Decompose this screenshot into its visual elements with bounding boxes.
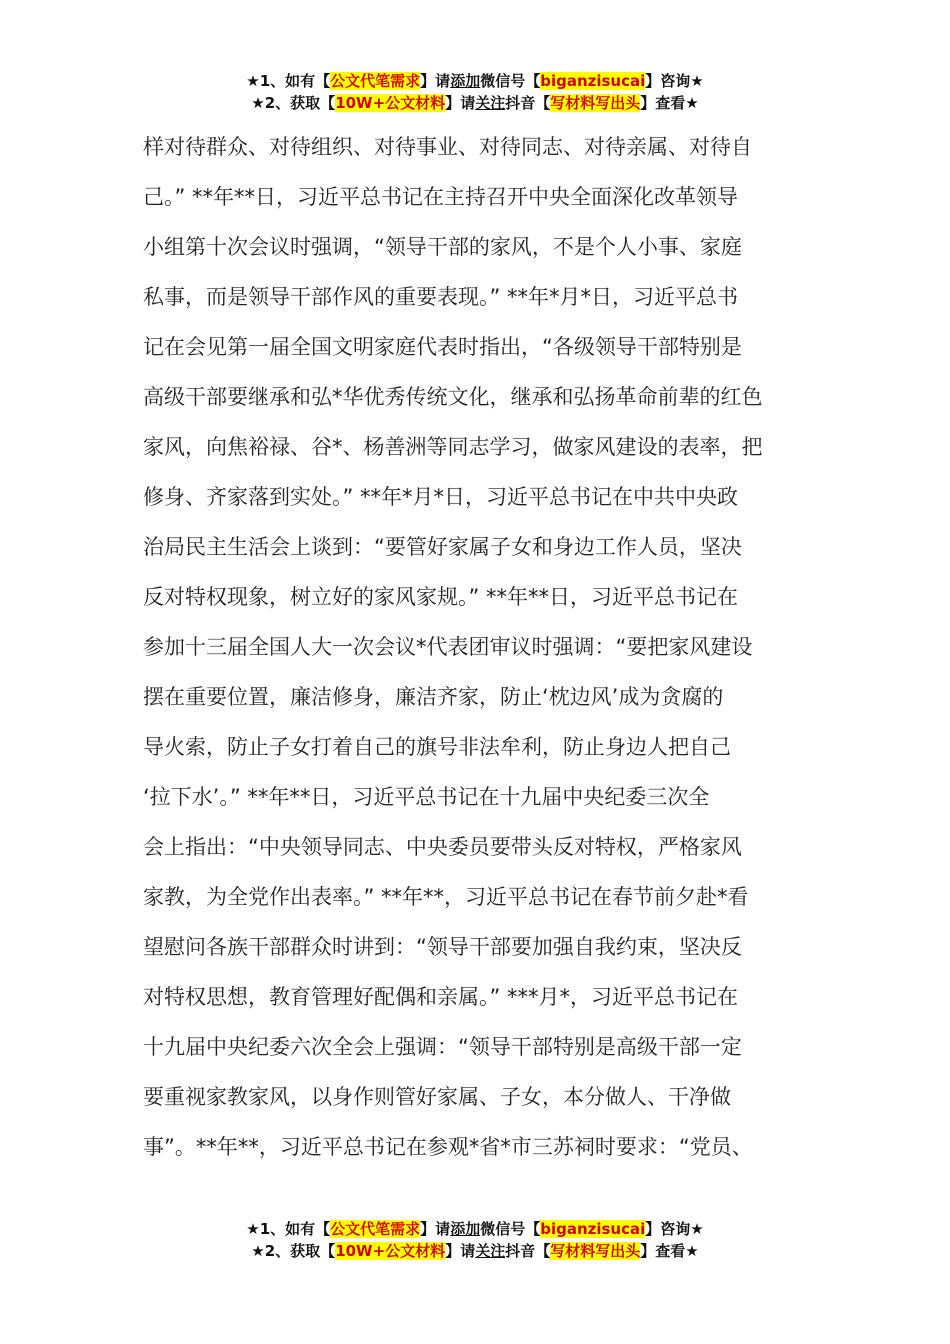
- banner-highlight: 写材料写出头: [550, 1242, 641, 1260]
- body-line: 己。” **年**日，习近平总书记在主持召开中央全面深化改革领导: [143, 185, 739, 209]
- banner-text: 】查看★: [640, 94, 699, 112]
- body-line: 摆在重要位置，廉洁修身，廉洁齐家，防止‘枕边风’成为贪腐的: [143, 685, 724, 709]
- body-line: 会上指出：“中央领导同志、中央委员要带头反对特权，严格家风: [143, 835, 742, 859]
- body-line: 十九届中央纪委六次全会上强调：“领导干部特别是高级干部一定: [143, 1035, 742, 1059]
- banner-text: 】咨询★: [645, 1220, 704, 1238]
- banner-highlight: 写材料写出头: [550, 94, 641, 112]
- body-line: 治局民主生活会上谈到：“要管好家属子女和身边工作人员，坚决: [143, 535, 742, 559]
- body-line: 修身、齐家落到实处。” **年*月*日，习近平总书记在中共中央政: [143, 485, 739, 509]
- body-line: 样对待群众、对待组织、对待事业、对待同志、对待亲属、对待自: [143, 135, 752, 159]
- body-line: 导火索，防止子女打着自己的旗号非法牟利，防止身边人把自己: [143, 735, 731, 759]
- banner-text: 】请: [445, 1242, 476, 1260]
- banner-highlight: 10W+公文材料: [335, 1242, 446, 1260]
- banner-text: 】请: [445, 94, 476, 112]
- banner-text: ★2、获取【: [251, 94, 336, 112]
- banner-text: 】请: [420, 72, 451, 90]
- banner-text: ★1、如有【: [246, 1220, 331, 1238]
- banner-text: 】查看★: [640, 1242, 699, 1260]
- body-line: 高级干部要继承和弘*华优秀传统文化，继承和弘扬革命前辈的红色: [143, 385, 763, 409]
- body-line: 望慰问各族干部群众时讲到：“领导干部要加强自我约束，坚决反: [143, 935, 742, 959]
- body-line: 对特权思想，教育管理好配偶和亲属。” ***月*，习近平总书记在: [143, 985, 739, 1009]
- banner-emphasis: 添加: [450, 72, 481, 90]
- body-line: 私事，而是领导干部作风的重要表现。” **年*月*日，习近平总书: [143, 285, 739, 309]
- document-body: [143, 122, 823, 1172]
- header-banner: [0, 70, 950, 114]
- banner-highlight: biganzisucai: [540, 72, 646, 90]
- banner-highlight: biganzisucai: [540, 1220, 646, 1238]
- banner-text: 微信号【: [480, 1220, 541, 1238]
- body-line: 家风，向焦裕禄、谷*、杨善洲等同志学习，做家风建设的表率，把: [143, 435, 763, 459]
- body-line: 家教，为全党作出表率。” **年**，习近平总书记在春节前夕赴*看: [143, 885, 749, 909]
- banner-emphasis: 添加: [450, 1220, 481, 1238]
- banner-text: 抖音【: [505, 1242, 551, 1260]
- body-line: ‘拉下水’。” **年**日，习近平总书记在十九届中央纪委三次全: [143, 785, 710, 809]
- banner-emphasis: 关注: [475, 1242, 506, 1260]
- banner-emphasis: 关注: [475, 94, 506, 112]
- banner-text: ★2、获取【: [251, 1242, 336, 1260]
- body-line: 记在会见第一届全国文明家庭代表时指出，“各级领导干部特别是: [143, 335, 742, 359]
- body-line: 参加十三届全国人大一次会议*代表团审议时强调：“要把家风建设: [143, 635, 753, 659]
- body-line: 小组第十次会议时强调，“领导干部的家风，不是个人小事、家庭: [143, 235, 742, 259]
- banner-text: 抖音【: [505, 94, 551, 112]
- banner-line-1: [0, 1218, 950, 1240]
- banner-text: 】咨询★: [645, 72, 704, 90]
- banner-highlight: 公文代笔需求: [330, 72, 421, 90]
- banner-highlight: 10W+公文材料: [335, 94, 446, 112]
- banner-line-2: [0, 92, 950, 114]
- banner-highlight: 公文代笔需求: [330, 1220, 421, 1238]
- body-line: 反对特权现象，树立好的家风家规。” **年**日，习近平总书记在: [143, 585, 739, 609]
- banner-text: 】请: [420, 1220, 451, 1238]
- banner-text: 微信号【: [480, 72, 541, 90]
- footer-banner: [0, 1218, 950, 1262]
- banner-line-2: [0, 1240, 950, 1262]
- body-line: 要重视家教家风，以身作则管好家属、子女，本分做人、干净做: [143, 1085, 731, 1109]
- banner-text: ★1、如有【: [246, 72, 331, 90]
- body-line: 事”。**年**，习近平总书记在参观*省*市三苏祠时要求：“党员、: [143, 1135, 753, 1159]
- banner-line-1: [0, 70, 950, 92]
